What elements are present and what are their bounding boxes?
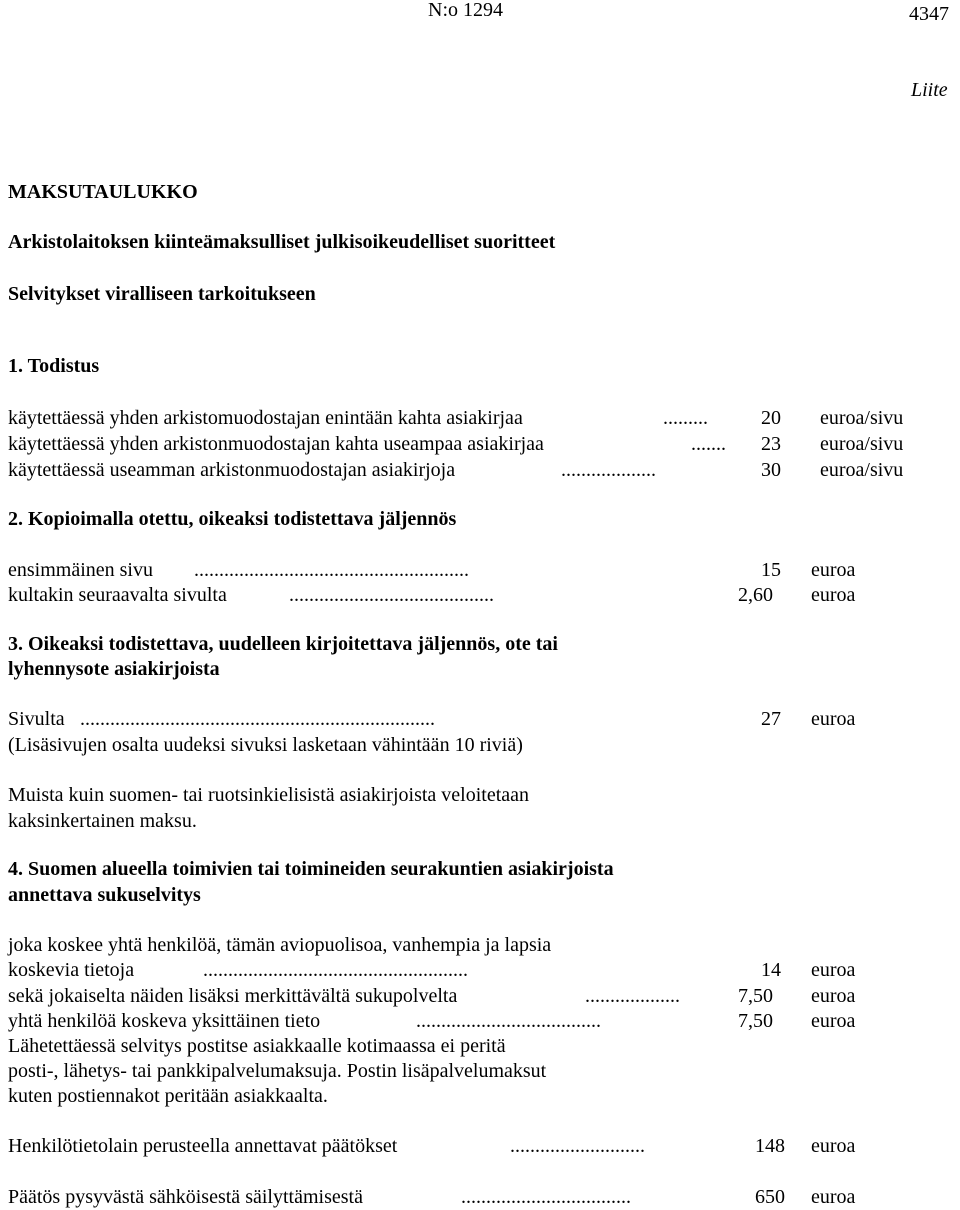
section-4-paragraph: Lähetettäessä selvitys postitse asiakkaalle kotimaassa ei peritä [8, 1035, 506, 1057]
page-number: 4347 [909, 3, 949, 25]
fee-unit: euroa [811, 1135, 856, 1157]
section-4-heading: 4. Suomen alueella toimivien tai toimineiden seurakuntien asiakirjoista [8, 858, 614, 880]
fee-row [8, 458, 918, 483]
fee-label: Henkilötietolain perusteella annettavat päätökset [8, 1135, 398, 1157]
fee-row [8, 958, 918, 983]
fee-amount: 7,50 [738, 985, 773, 1007]
leader-dots: ..................................................... [203, 959, 468, 981]
section-3-heading-cont: lyhennysote asiakirjoista [8, 658, 220, 680]
fee-label: koskevia tietoja [8, 959, 135, 981]
fee-row [8, 432, 918, 457]
fee-label: käytettäessä yhden arkistonmuodostajan kahta useampaa asiakirjaa [8, 433, 544, 455]
document-subtitle-2: Selvitykset viralliseen tarkoitukseen [8, 283, 316, 305]
fee-row [8, 558, 918, 583]
leader-dots: ..................................... [416, 1010, 601, 1032]
fee-row [8, 707, 918, 732]
section-1-heading: 1. Todistus [8, 355, 100, 377]
section-4-intro: joka koskee yhtä henkilöä, tämän aviopuolisoa, vanhempia ja lapsia [8, 934, 552, 956]
fee-amount: 2,60 [738, 584, 773, 606]
section-3-heading: 3. Oikeaksi todistettava, uudelleen kirjoitettava jäljennös, ote tai [8, 633, 558, 655]
fee-unit: euroa/sivu [820, 407, 904, 429]
fee-row [8, 984, 918, 1009]
fee-amount: 650 [755, 1186, 785, 1208]
section-3-paragraph-cont: kaksinkertainen maksu. [8, 810, 197, 832]
fee-amount: 14 [761, 959, 781, 981]
leader-dots: ................... [585, 985, 680, 1007]
fee-amount: 148 [755, 1135, 785, 1157]
fee-row [8, 406, 918, 431]
document-subtitle: Arkistolaitoksen kiinteämaksulliset julkisoikeudelliset suoritteet [8, 231, 556, 253]
fee-label: käytettäessä useamman arkistonmuodostajan asiakirjoja [8, 459, 456, 481]
leader-dots: ......................................... [289, 584, 494, 606]
fee-amount: 7,50 [738, 1010, 773, 1032]
fee-amount: 23 [761, 433, 781, 455]
fee-unit: euroa/sivu [820, 459, 904, 481]
fee-label: sekä jokaiselta näiden lisäksi merkittävältä sukupolvelta [8, 985, 458, 1007]
document-title: MAKSUTAULUKKO [8, 181, 198, 203]
leader-dots: ......... [663, 407, 708, 429]
fee-unit: euroa [811, 985, 856, 1007]
fee-row [8, 1009, 918, 1034]
fee-label: ensimmäinen sivu [8, 559, 153, 581]
fee-amount: 15 [761, 559, 781, 581]
fee-row [8, 1134, 918, 1159]
leader-dots: ....................................................... [194, 559, 469, 581]
leader-dots: ....... [691, 433, 726, 455]
appendix-label: Liite [911, 79, 948, 101]
leader-dots: ....................................................................... [80, 708, 435, 730]
section-3-paragraph: Muista kuin suomen- tai ruotsinkielisistä asiakirjoista veloitetaan [8, 784, 530, 806]
section-2-heading: 2. Kopioimalla otettu, oikeaksi todistettava jäljennös [8, 508, 457, 530]
fee-unit: euroa [811, 708, 856, 730]
fee-label: käytettäessä yhden arkistomuodostajan enintään kahta asiakirjaa [8, 407, 523, 429]
fee-unit: euroa [811, 959, 856, 981]
leader-dots: ........................... [510, 1135, 645, 1157]
fee-label: yhtä henkilöä koskeva yksittäinen tieto [8, 1010, 321, 1032]
fee-label: kultakin seuraavalta sivulta [8, 584, 227, 606]
section-4-paragraph-cont-2: kuten postiennakot peritään asiakkaalta. [8, 1085, 328, 1107]
fee-unit: euroa [811, 584, 856, 606]
fee-label: Sivulta [8, 708, 65, 730]
document-number: N:o 1294 [428, 0, 503, 21]
section-3-note: (Lisäsivujen osalta uudeksi sivuksi lasketaan vähintään 10 riviä) [8, 734, 523, 756]
leader-dots: ................... [561, 459, 656, 481]
section-4-heading-cont: annettava sukuselvitys [8, 884, 201, 906]
fee-amount: 20 [761, 407, 781, 429]
fee-unit: euroa [811, 1186, 856, 1208]
fee-unit: euroa [811, 1010, 856, 1032]
leader-dots: .................................. [461, 1186, 631, 1208]
fee-label: Päätös pysyvästä sähköisestä säilyttämisestä [8, 1186, 363, 1208]
fee-amount: 27 [761, 708, 781, 730]
fee-unit: euroa [811, 559, 856, 581]
fee-unit: euroa/sivu [820, 433, 904, 455]
section-4-paragraph-cont: posti-, lähetys- tai pankkipalvelumaksuja. Postin lisäpalvelumaksut [8, 1060, 547, 1082]
fee-row [8, 1185, 918, 1210]
fee-amount: 30 [761, 459, 781, 481]
fee-row [8, 583, 918, 608]
